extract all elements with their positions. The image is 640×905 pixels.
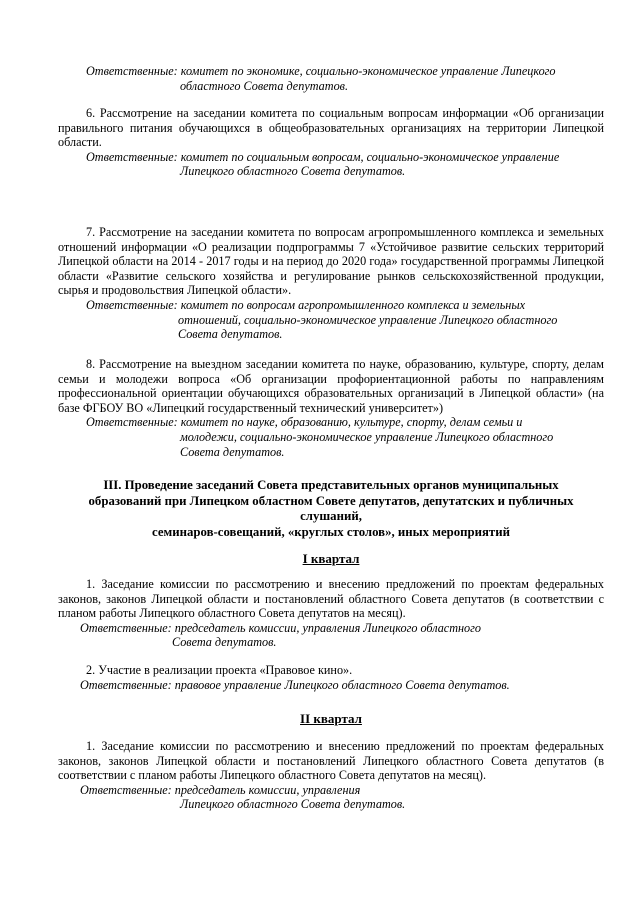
agenda-item-6 <box>58 106 604 179</box>
responsible-block: Ответственные: комитет по науке, образованию, культуре, спорту, делам семьи и молодежи, социально-экономическое управление Липецкого областного Совета депутатов. <box>86 415 554 459</box>
responsible-block: Ответственные: председатель комиссии, управления Липецкого областного Совета депутатов. <box>80 782 406 812</box>
agenda-item-8 <box>58 357 604 459</box>
quarter-1-title: I квартал <box>302 551 360 566</box>
responsible-block: Ответственные: комитет по социальным вопросам, социально-экономическое управление Липецкого областного Совета депутатов. <box>86 149 560 179</box>
responsible-block: Ответственные: комитет по вопросам агропромышленного комплекса и земельных отношений, социально-экономическое управление Липецкого областного Совета депутатов. <box>86 297 558 342</box>
responsible-block: Ответственные: председатель комиссии, управления Липецкого областного Совета депутатов. <box>80 620 481 650</box>
agenda-item-7 <box>58 225 604 342</box>
quarter-1-item-1 <box>58 577 604 650</box>
quarter-2-item-1 <box>58 739 604 812</box>
item-text: 2. Участие в реализации проекта «Правовое кино». <box>86 663 353 677</box>
item-text: 1. Заседание комиссии по рассмотрению и внесению предложений по проектам федеральных законов, законов Липецкой области и постановлений Липецкого областного Совета депутатов (в соответствии с планом работы Липецкого областного Совета депутатов на месяц). <box>58 739 604 783</box>
item-text: 6. Рассмотрение на заседании комитета по социальным вопросам информации «Об организации правильного питания обучающихся в общеобразовательных организациях на территории Липецкой области. <box>58 106 604 150</box>
quarter-2-title: II квартал <box>300 711 362 726</box>
quarter-1-item-2 <box>58 663 604 692</box>
item-text: 1. Заседание комиссии по рассмотрению и внесению предложений по проектам федеральных законов, законов Липецкой области и постановлений областного Совета депутатов (в соответствии с планом работы Липецкого областного Совета депутатов на месяц). <box>58 577 604 621</box>
section-title: III. Проведение заседаний Совета представительных органов муниципальных образований при Липецком областном Совете депутатов, депутатских и публичных слушаний, семинаров-совещаний, «круглых столов», иных мероприятий <box>88 478 574 539</box>
item-text: 8. Рассмотрение на выездном заседании комитета по науке, образованию, культуре, спорту, делам семьи и молодежи вопроса «Об организации профориентационной работы по направлениям профессиональной ориентации обучающихся образовательных организаций в Липецкой области» (на базе ФГБОУ ВО «Липецкий государственный технический университет») <box>58 357 604 415</box>
responsible-block: Ответственные: комитет по экономике, социально-экономическое управление Липецкого областного Совета депутатов. <box>86 64 556 93</box>
item-text: 7. Рассмотрение на заседании комитета по вопросам агропромышленного комплекса и земельных отношений информации «О реализации подпрограммы 7 «Устойчивое развитие сельских территорий Липецкой области на 2014 - 2017 годы и на период до 2020 года» государственной программы Липецкой области «Развитие сельского хозяйства и регулирование рынков сельскохозяйственной продукции, сырья и продовольствия Липецкой области». <box>58 225 604 298</box>
responsible-label: Ответственные: <box>86 64 178 78</box>
responsible-block: Ответственные: правовое управление Липецкого областного Совета депутатов. <box>80 677 510 692</box>
